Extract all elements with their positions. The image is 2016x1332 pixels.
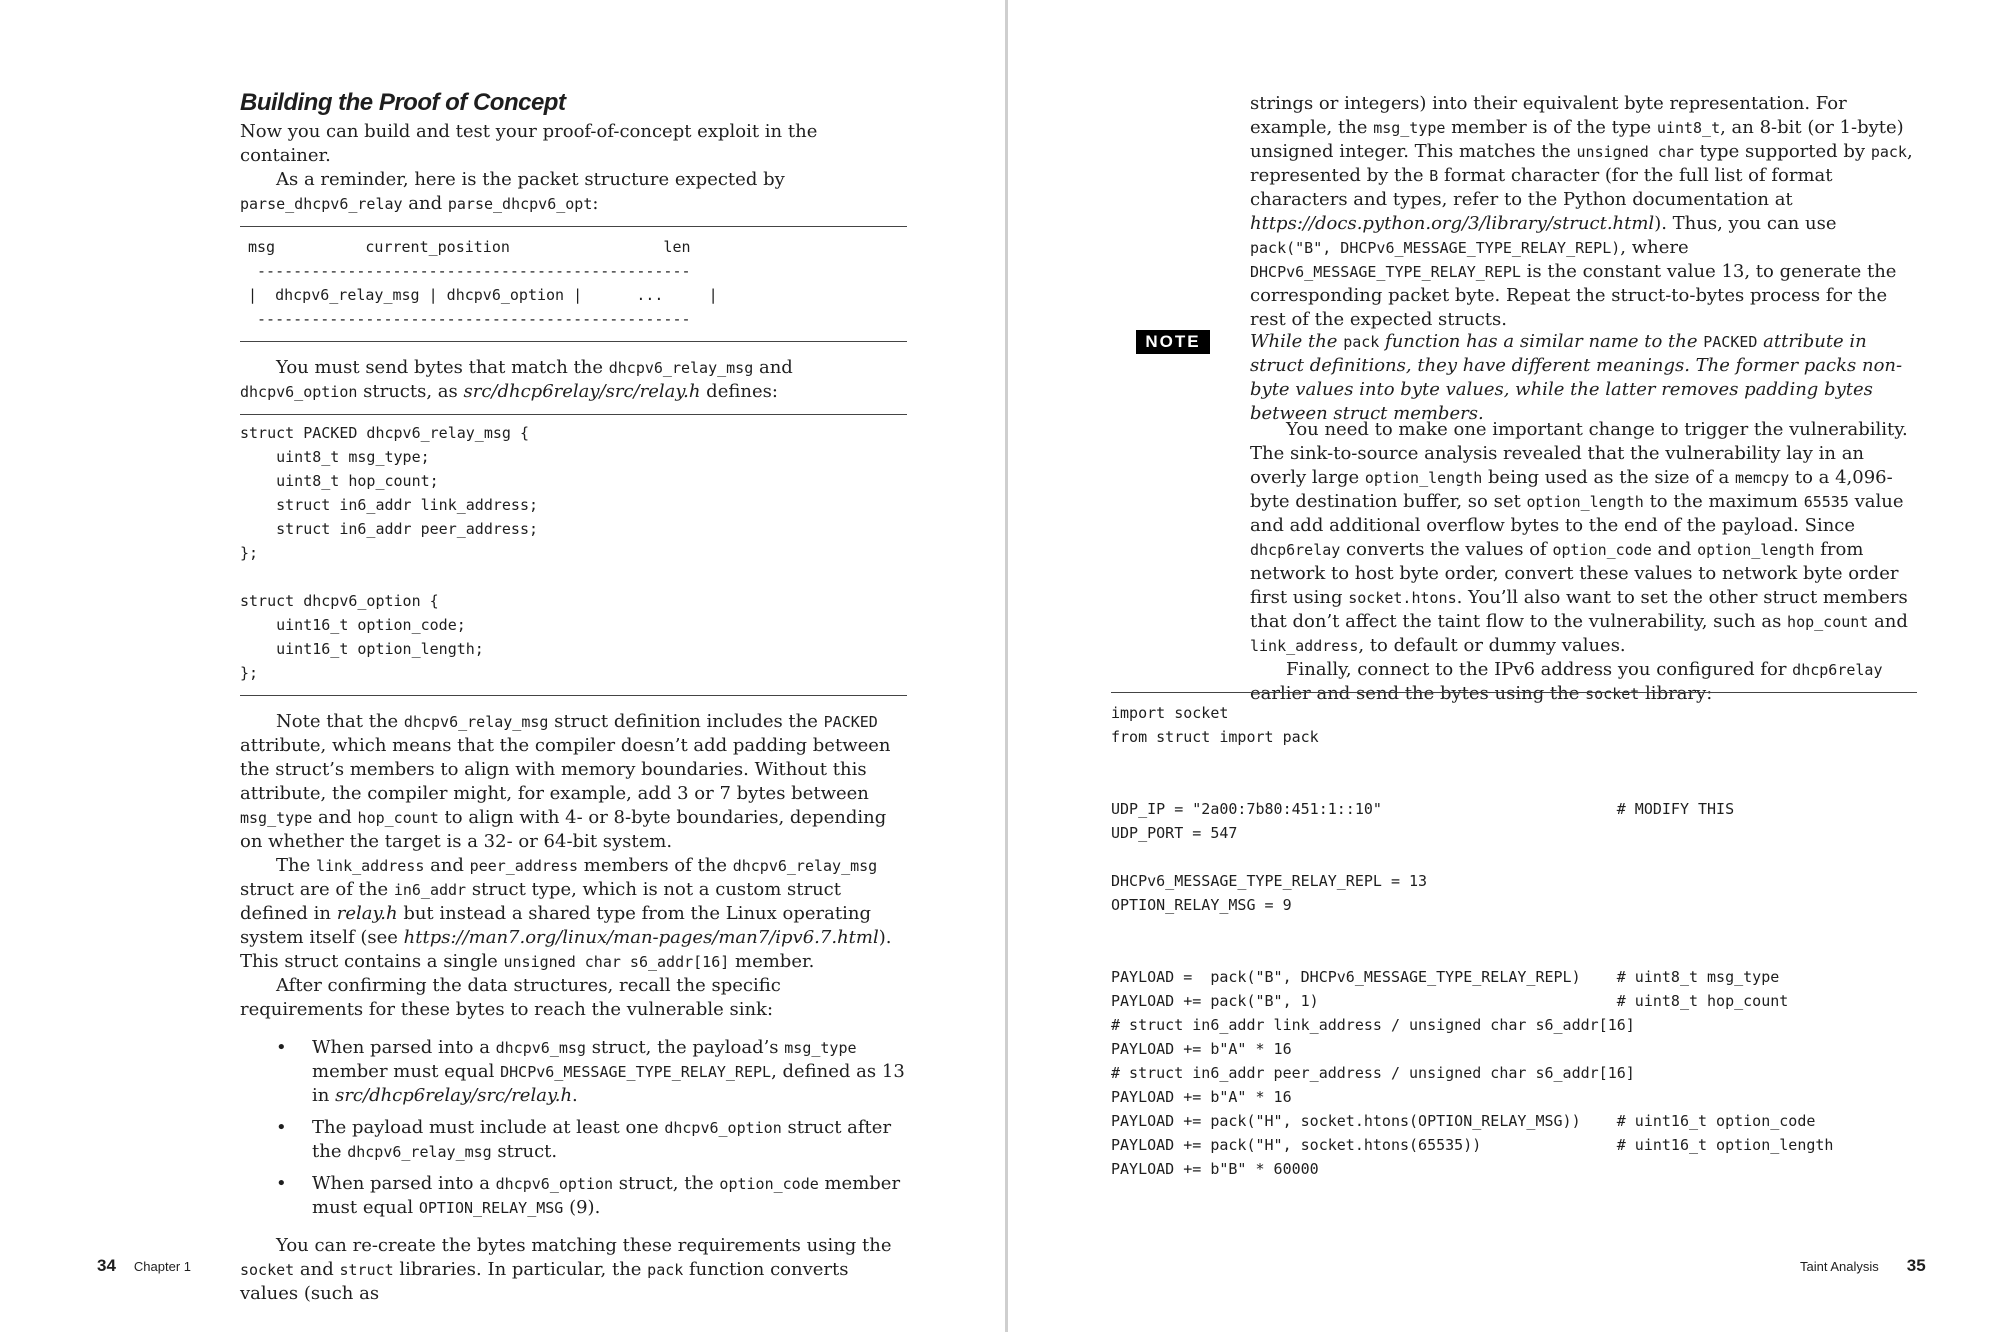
section-heading: Building the Proof of Concept	[240, 89, 566, 116]
struct-definition-box	[240, 414, 907, 696]
right-page-footer	[1800, 1256, 1926, 1276]
running-footer-chapter: Chapter 1	[133, 1259, 192, 1274]
exploit-code: import socket from struct import pack UDP_IP = "2a00:7b80:451:1::10" # MODIFY THIS UDP_PORT = 547 DHCPv6_MESSAGE_TYPE_RELAY_REPL = 13 OPTION_RELAY_MSG = 9 PAYLOAD = pack("B", DHCPv6_MESSAGE_TYPE_RELAY_REPL) # uint8_t msg_type PAYLOAD += pack("B", 1) # uint8_t hop_count # struct in6_addr link_address / unsigned char s6_addr[16] PAYLOAD += b"A" * 16 # struct in6_addr peer_address / unsigned char s6_addr[16] PAYLOAD += b"A" * 16 PAYLOAD += pack("H", socket.htons(OPTION_RELAY_MSG)) # uint16_t option_code PAYLOAD += pack("H", socket.htons(65535)) # uint16_t option_length PAYLOAD += b"B" * 60000	[1111, 704, 1834, 1178]
packet-structure-box	[240, 226, 907, 342]
right-page-body-middle	[1250, 418, 1915, 706]
right-page-body-top	[1250, 92, 1915, 332]
note-text: While the pack function has a similar name to the PACKED attribute in struct definitions, they have different meanings. The former packs non-byte values into byte values, while the latter removes padding bytes between struct members.	[1250, 331, 1903, 424]
paragraph-structs: You must send bytes that match the dhcpv6_relay_msg and dhcpv6_option structs, as src/dhcp6relay/src/relay.h defines:	[240, 357, 793, 402]
requirements-list	[276, 1036, 907, 1220]
paragraph-intro: Now you can build and test your proof-of-concept exploit in the container.	[240, 121, 818, 166]
paragraph-packed: Note that the dhcpv6_relay_msg struct definition includes the PACKED attribute, which means that the compiler doesn’t add padding between the struct’s members to align with memory boundaries. Without this attribute, the compiler might, for example, add 3 or 7 bytes between msg_type and hop_count to align with 4- or 8-byte boundaries, depending on whether the target is a 32- or 64-bit system.	[240, 711, 891, 852]
paragraph-recreate: You can re-create the bytes matching these requirements using the socket and struct libraries. In particular, the pack function converts values (such as	[240, 1235, 892, 1304]
paragraph-important-change: You need to make one important change to trigger the vulnerability. The sink-to-source analysis revealed that the vulnerability lay in an overly large option_length being used as the size of a memcpy to a 4,096-byte destination buffer, so set option_length to the maximum 65535 value and add additional overflow bytes to the end of the payload. Since dhcp6relay converts the values of option_code and option_length from network to host byte order, convert these values to network byte order first using socket.htons. You’ll also want to set the other struct members that don’t affect the taint flow to the vulnerability, such as hop_count and link_address, to default or dummy values.	[1250, 419, 1908, 656]
list-item: • When parsed into a dhcpv6_option struct, the option_code member must equal OPTION_RELAY_MSG (9).	[276, 1172, 907, 1220]
exploit-code-block	[1111, 692, 1917, 1181]
note-badge: NOTE	[1136, 330, 1210, 354]
running-footer-chapter: Taint Analysis	[1800, 1259, 1879, 1274]
paragraph-pack-explained: strings or integers) into their equivalent byte representation. For example, the msg_type member is of the type uint8_t, an 8-bit (or 1-byte) unsigned integer. This matches the unsigned char type supported by pack, represented by the B format character (for the full list of format characters and types, refer to the Python documentation at https://docs.python.org/3/library/struct.html). Thus, you can use pack("B", DHCPv6_MESSAGE_TYPE_RELAY_REPL), where DHCPv6_MESSAGE_TYPE_RELAY_REPL is the constant value 13, to generate the corresponding packet byte. Repeat the struct-to-bytes process for the rest of the expected structs.	[1250, 93, 1913, 330]
list-item: • When parsed into a dhcpv6_msg struct, the payload’s msg_type member must equal DHCPv6_MESSAGE_TYPE_RELAY_REPL, defined as 13 in src/dhcp6relay/src/relay.h.	[276, 1036, 907, 1108]
python-docs-link[interactable]: https://docs.python.org/3/library/struct.html	[1250, 213, 1655, 234]
paragraph-finally: Finally, connect to the IPv6 address you configured for dhcp6relay earlier and send the bytes using the socket library:	[1250, 659, 1883, 704]
man-page-link[interactable]: https://man7.org/linux/man-pages/man7/ipv6.7.html	[403, 927, 879, 948]
list-item: • The payload must include at least one dhcpv6_option struct after the dhcpv6_relay_msg struct.	[276, 1116, 907, 1164]
paragraph-reminder: As a reminder, here is the packet structure expected by parse_dhcpv6_relay and parse_dhcpv6_opt:	[240, 169, 785, 214]
paragraph-requirements: After confirming the data structures, recall the specific requirements for these bytes to reach the vulnerable sink:	[240, 975, 781, 1020]
paragraph-in6-addr: The link_address and peer_address members of the dhcpv6_relay_msg struct are of the in6_addr struct type, which is not a custom struct defined in relay.h but instead a shared type from the Linux operating system itself (see https://man7.org/linux/man-pages/man7/ipv6.7.html). This struct contains a single unsigned char s6_addr[16] member.	[240, 855, 892, 972]
page-number: 35	[1906, 1256, 1926, 1275]
left-page-body	[240, 88, 907, 1306]
struct-definition-code: struct PACKED dhcpv6_relay_msg { uint8_t msg_type; uint8_t hop_count; struct in6_addr link_address; struct in6_addr peer_address; }; struct dhcpv6_option { uint16_t option_code; uint16_t option_length; };	[240, 424, 539, 682]
left-page-footer	[97, 1256, 191, 1276]
packet-structure-diagram: msg current_position len ------------------------------------------------ | dhcpv6_relay_msg | dhcpv6_option | ... | ------------------------------------------------	[248, 238, 718, 328]
page-number: 34	[97, 1256, 116, 1275]
